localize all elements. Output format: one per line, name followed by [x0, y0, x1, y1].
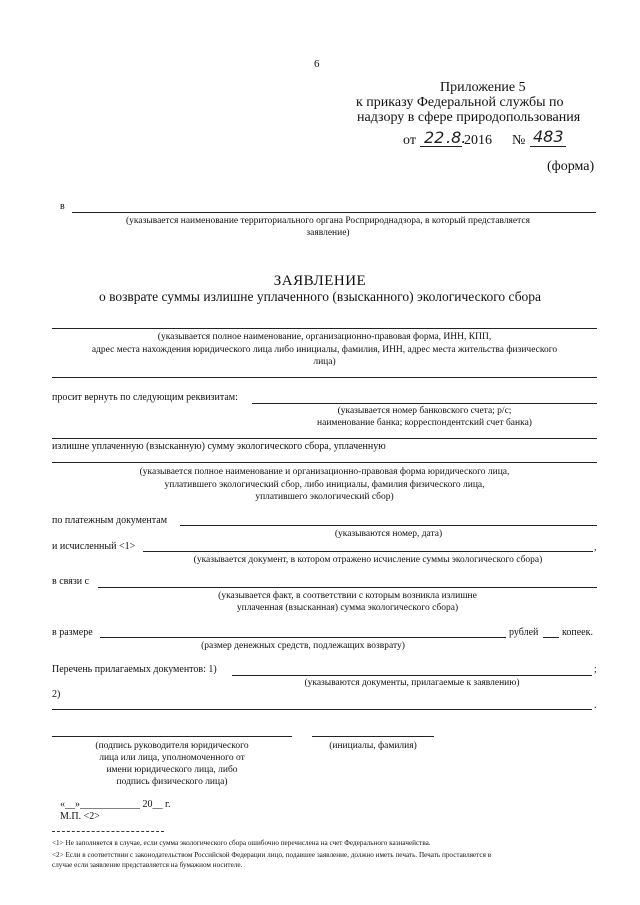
requisites-label: просит вернуть по следующим реквизитам: [52, 392, 238, 403]
order-line-2: к приказу Федеральной службы по [356, 95, 564, 110]
requisites-hint-2: наименование банка; корреспондентский счет банка) [317, 418, 532, 428]
payer-hint-1: (указывается полное наименование и организационно-правовая форма юридического лица, [139, 467, 510, 477]
signature-hint-2: лица или лица, уполномоченного от [99, 753, 245, 763]
calculated-hint: (указывается документ, в котором отражено исчисление суммы экологического сбора) [193, 555, 543, 565]
calculated-label: и исчисленный <1> [52, 541, 136, 552]
number-underline [530, 146, 566, 147]
signature-field[interactable] [52, 736, 292, 737]
number-sign: № [512, 133, 526, 148]
kopecks-label: копеек. [562, 627, 593, 638]
payer-hint-2: уплатившего экологический сбор, либо инициалы, фамилия физического лица, [164, 480, 485, 490]
signature-hint-1: (подпись руководителя юридического [95, 741, 249, 751]
applicant-field[interactable] [52, 328, 597, 329]
order-line-3: надзору в сфере природопользования [357, 110, 581, 125]
attachments-item-2: 2) [52, 689, 61, 700]
footnote-2b: случае если заявление представляется на бумажном носителе. [52, 861, 243, 869]
amount-label: в размере [52, 627, 93, 638]
requisites-field-2[interactable] [52, 438, 597, 439]
signature-hint-3: имени юридического лица, либо [106, 765, 238, 775]
date-prefix: от [403, 133, 416, 148]
reason-label: в связи с [52, 576, 90, 587]
applicant-hint-3: лица) [313, 357, 336, 367]
to-label: в [60, 201, 65, 212]
document-title: ЗАЯВЛЕНИЕ [273, 273, 367, 289]
payer-hint-3: уплатившего экологический сбор) [255, 492, 394, 502]
stamp-place: М.П. <2> [60, 811, 100, 822]
footnote-separator [52, 831, 164, 832]
calculated-comma: , [594, 542, 597, 553]
name-field[interactable] [312, 736, 434, 737]
payment-docs-field[interactable] [180, 525, 597, 526]
applicant-hint-1: (указывается полное наименование, организационно-правовая форма, ИНН, КПП, [157, 332, 492, 342]
reason-hint-1: (указывается факт, в соответствии с которым возникла излишне [218, 591, 477, 601]
rubles-label: рублей [509, 627, 539, 638]
document-subtitle: о возврате суммы излишне уплаченного (взысканного) экологического сбора [98, 289, 542, 304]
attachments-period: . [594, 700, 597, 711]
to-field[interactable] [72, 212, 596, 213]
to-hint: (указывается наименование территориального органа Росприроднадзора, в который представляется заявление) [125, 216, 530, 238]
footnote-1: <1> Не заполняется в случае, если сумма экологического сбора ошибочно перечислена на счет Федерального казначейства. [52, 839, 431, 847]
applicant-hint-2: адрес места нахождения юридического лица либо инициалы, фамилия, ИНН, адрес места жительства физического [91, 345, 558, 355]
name-hint: (инициалы, фамилия) [329, 741, 417, 751]
reason-hint-2: уплаченная (взысканная) сумма экологического сбора) [236, 603, 459, 613]
requisites-hint-1: (указывается номер банковского счета; р/с; [337, 406, 512, 416]
attachments-field-1[interactable] [232, 675, 592, 676]
form-label: (форма) [547, 159, 595, 174]
attachments-semicolon: ; [594, 664, 597, 675]
overpaid-label: излишне уплаченную (взысканную) сумму экологического сбора, уплаченную [52, 441, 386, 452]
date-year: 2016 [464, 133, 492, 148]
page-number: 6 [314, 58, 320, 70]
attachments-field-2[interactable] [52, 709, 592, 710]
footnote-2a: <2> Если в соответствии с законодательством Российской Федерации лицо, подавшее заявление, должно иметь печать. Печать проставляется в [52, 851, 492, 859]
reason-field[interactable] [98, 587, 597, 588]
signature-hint-4: подпись физического лица) [116, 777, 228, 787]
attachments-hint: (указываются документы, прилагаемые к заявлению) [304, 678, 520, 688]
calculated-field[interactable] [143, 551, 593, 552]
amount-field[interactable] [100, 637, 506, 638]
kopecks-field[interactable] [543, 637, 559, 638]
date-underline [420, 146, 462, 147]
applicant-field-2[interactable] [52, 377, 597, 378]
payment-docs-hint: (указываются номер, дата) [334, 529, 443, 539]
attachments-label: Перечень прилагаемых документов: 1) [52, 664, 217, 675]
handwritten-month: .8. [446, 128, 467, 147]
handwritten-order-number: 483 [533, 127, 564, 146]
amount-hint: (размер денежных средств, подлежащих возврату) [201, 641, 405, 651]
requisites-field[interactable] [252, 403, 597, 404]
payer-field[interactable] [52, 462, 597, 463]
handwritten-day: 22 [424, 128, 445, 147]
payment-docs-label: по платежным документам [52, 515, 168, 526]
sign-date: «__»____________ 20__ г. [60, 799, 171, 810]
appendix-number: Приложение 5 [440, 80, 526, 95]
